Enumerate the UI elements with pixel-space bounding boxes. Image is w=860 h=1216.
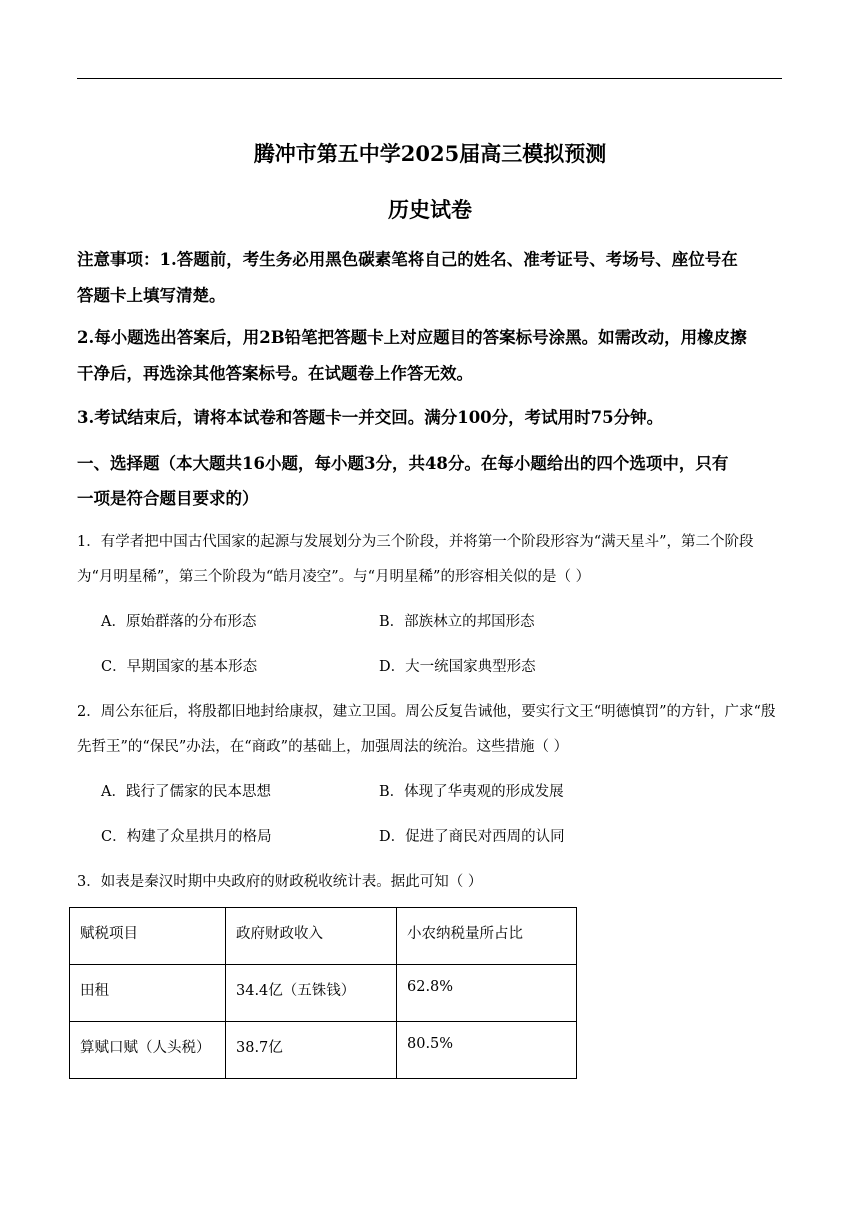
exam-title: 腾冲市第五中学2025届高三模拟预测 bbox=[253, 141, 607, 166]
question-2-option-d[interactable]: D．促进了商民对西周的认同 bbox=[379, 829, 565, 845]
question-2-option-a[interactable]: A．践行了儒家的民本思想 bbox=[101, 784, 271, 800]
table-row bbox=[70, 1022, 577, 1079]
section-heading-line-2: 一项是符合题目要求的） bbox=[77, 489, 259, 508]
question-1-option-d[interactable]: D．大一统国家典型形态 bbox=[379, 659, 536, 675]
question-1-option-c[interactable]: C．早期国家的基本形态 bbox=[101, 659, 258, 675]
notes-line-2: 答题卡上填写清楚。 bbox=[77, 286, 226, 305]
question-1-stem-line-2: 为“月明星稀”，第三个阶段为“皓月凌空”。与“月明星稀”的形容相关似的是（ ） bbox=[77, 569, 591, 585]
table-cell: 34.4亿（五铢钱） bbox=[226, 965, 397, 1022]
table-header-cell: 政府财政收入 bbox=[226, 908, 397, 965]
table-row bbox=[70, 965, 577, 1022]
question-2-stem-line-1: 2．周公东征后，将殷都旧地封给康叔，建立卫国。周公反复告诫他，要实行文王“明德慎罚”的方针，广求“殷 bbox=[77, 704, 776, 720]
question-3-stem: 3．如表是秦汉时期中央政府的财政税收统计表。据此可知（ ） bbox=[77, 874, 483, 890]
question-2-option-c[interactable]: C．构建了众星拱月的格局 bbox=[101, 829, 272, 845]
table-cell: 80.5% bbox=[397, 1022, 577, 1079]
table-cell: 田租 bbox=[70, 965, 226, 1022]
question-2-option-b[interactable]: B．体现了华夷观的形成发展 bbox=[379, 784, 564, 800]
table-header-cell: 赋税项目 bbox=[70, 908, 226, 965]
notes-line-1: 注意事项：1.答题前，考生务必用黑色碳素笔将自己的姓名、准考证号、考场号、座位号在 bbox=[77, 250, 738, 269]
table-header-row bbox=[70, 908, 577, 965]
section-heading-line-1: 一、选择题（本大题共16小题，每小题3分，共48分。在每小题给出的四个选项中，只有 bbox=[77, 454, 729, 473]
exam-subtitle: 历史试卷 bbox=[388, 197, 472, 222]
table-header-cell: 小农纳税量所占比 bbox=[397, 908, 577, 965]
question-1-stem-line-1: 1．有学者把中国古代国家的起源与发展划分为三个阶段，并将第一个阶段形容为“满天星斗”，第二个阶段 bbox=[77, 534, 754, 550]
notes-line-3: 2.每小题选出答案后，用2B铅笔把答题卡上对应题目的答案标号涂黑。如需改动，用橡皮擦 bbox=[77, 328, 747, 347]
notes-line-4: 干净后，再选涂其他答案标号。在试题卷上作答无效。 bbox=[77, 364, 473, 383]
question-2-stem-line-2: 先哲王”的“保民”办法，在“商政”的基础上，加强周法的统治。这些措施（ ） bbox=[77, 739, 569, 755]
table-cell: 算赋口赋（人头税） bbox=[70, 1022, 226, 1079]
question-1-option-b[interactable]: B．部族林立的邦国形态 bbox=[379, 614, 535, 630]
table-cell: 62.8% bbox=[397, 965, 577, 1022]
notes-line-5: 3.考试结束后，请将本试卷和答题卡一并交回。满分100分，考试用时75分钟。 bbox=[77, 408, 664, 427]
question-1-option-a[interactable]: A．原始群落的分布形态 bbox=[101, 614, 257, 630]
table-cell: 38.7亿 bbox=[226, 1022, 397, 1079]
tax-table bbox=[69, 907, 577, 1079]
top-rule bbox=[77, 78, 782, 79]
